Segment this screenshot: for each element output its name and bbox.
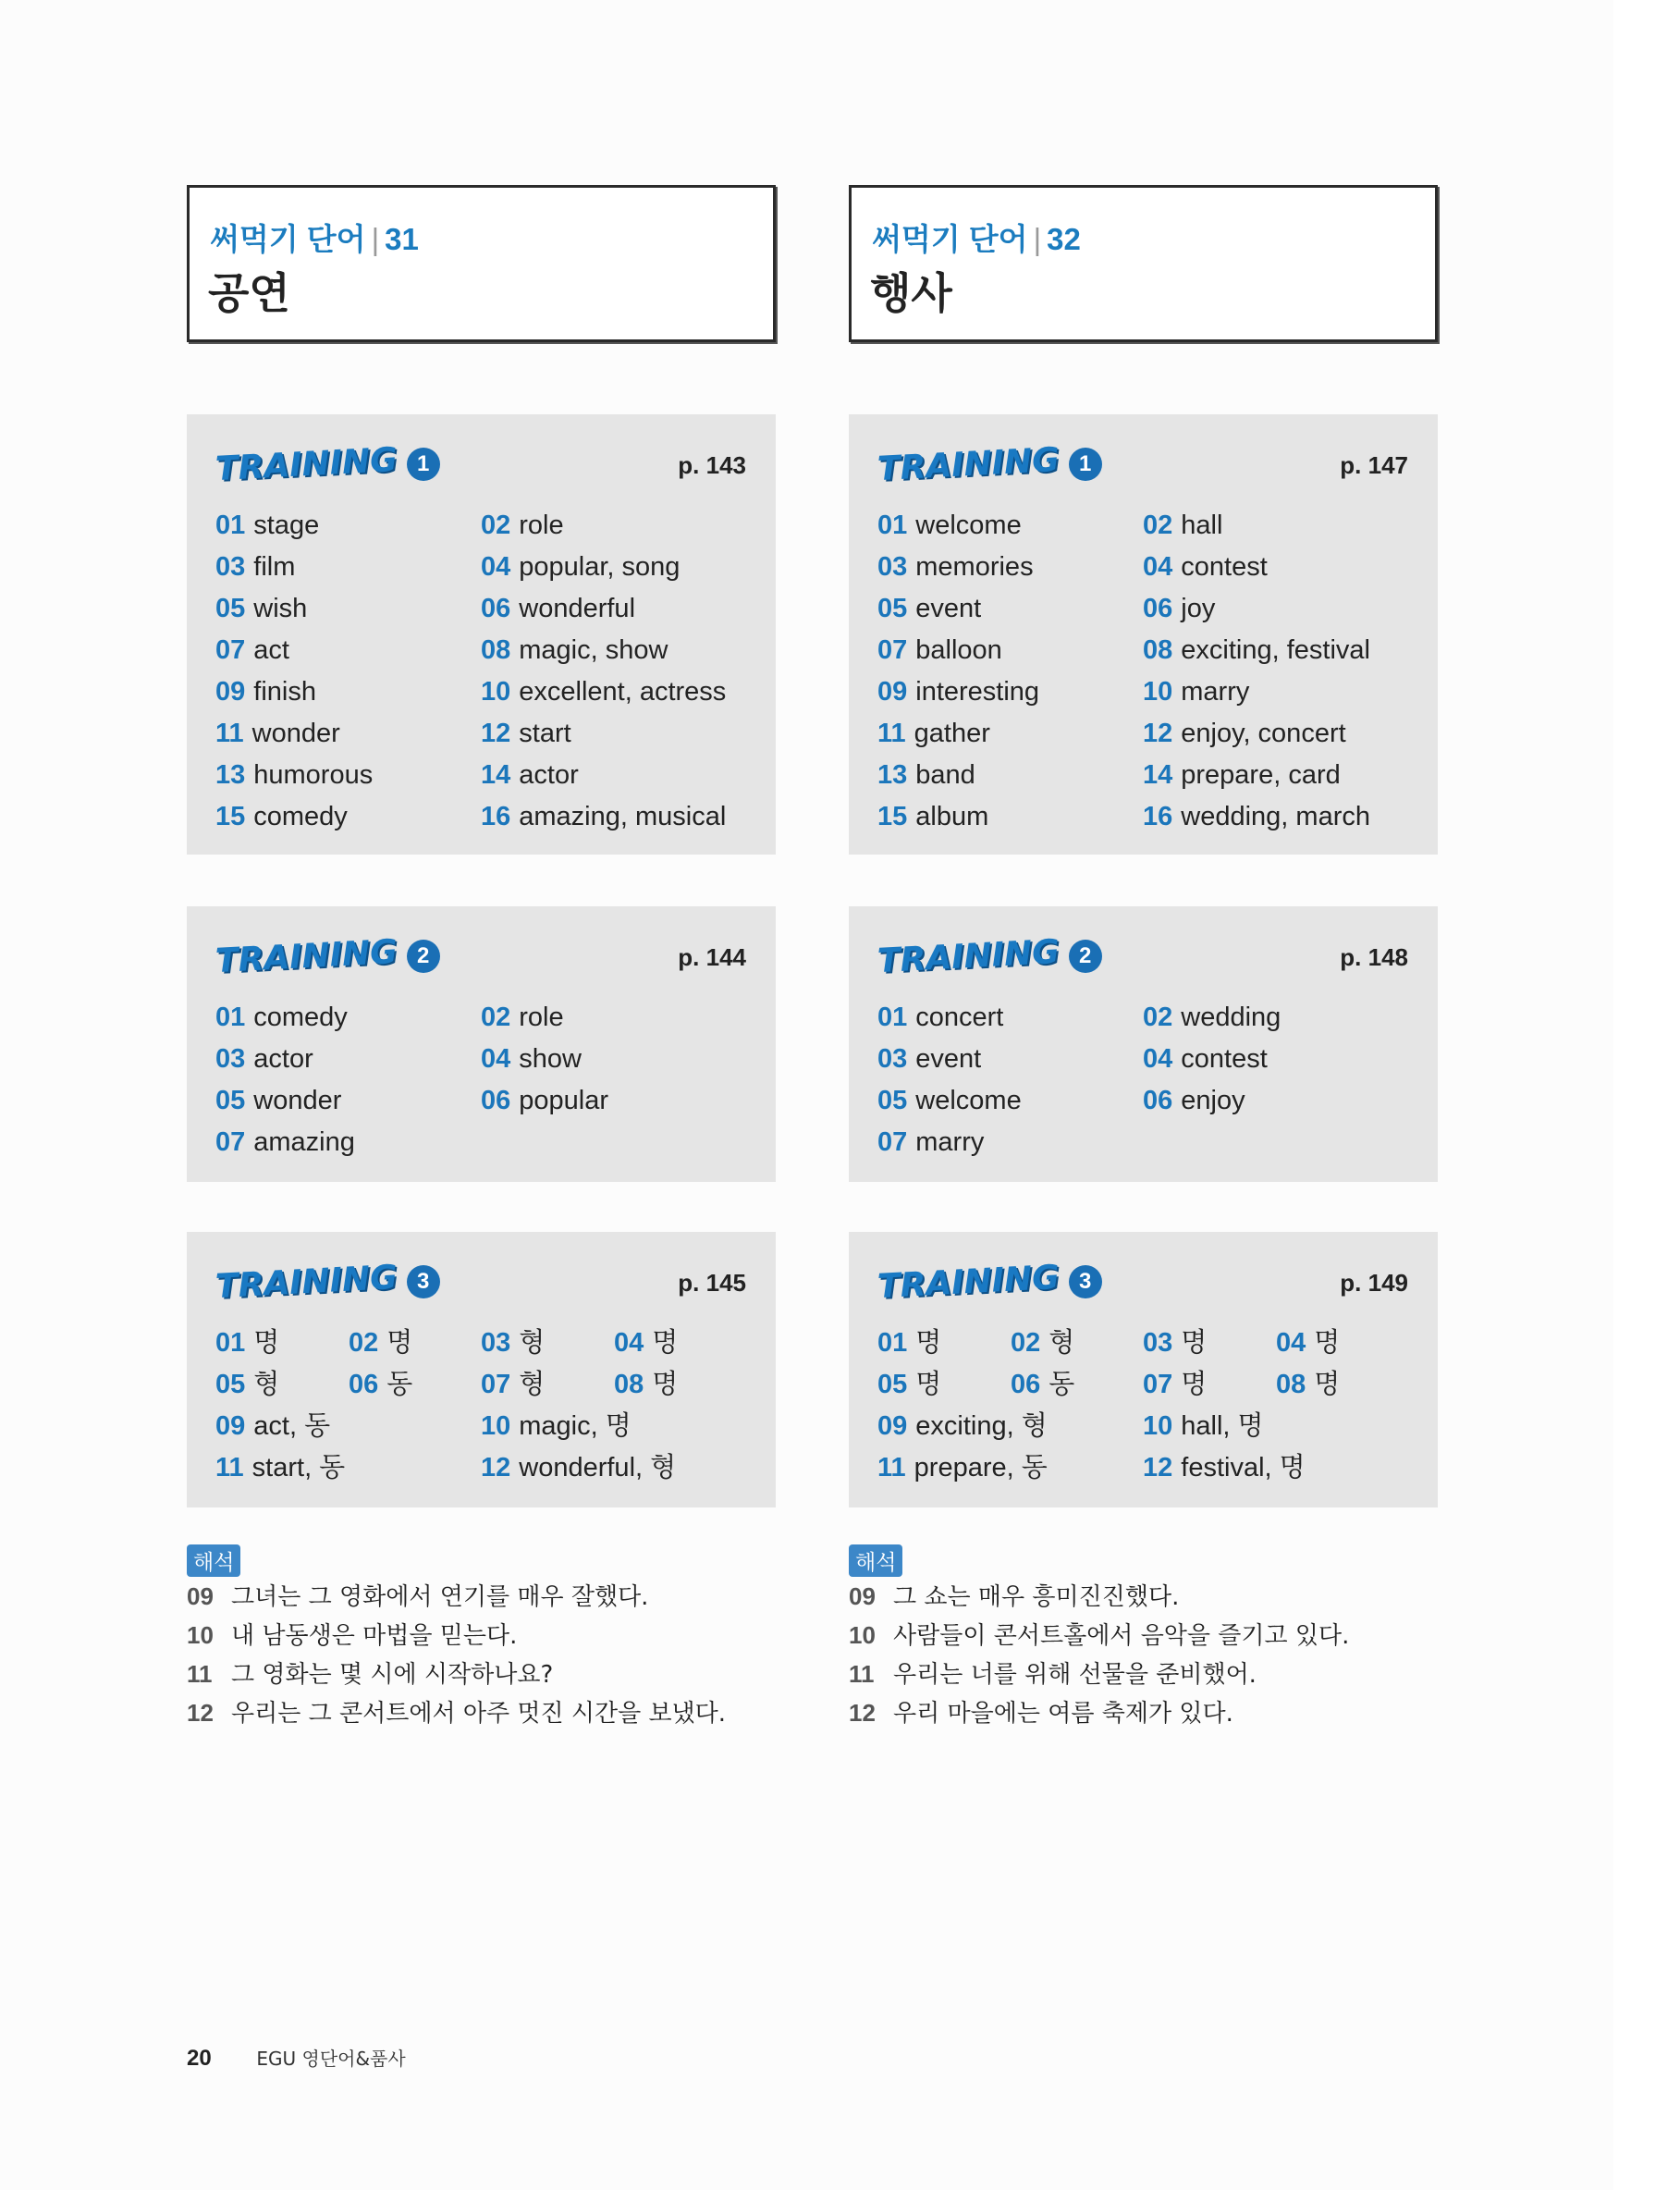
section-number: 31: [385, 222, 419, 256]
answer-item: [877, 713, 1143, 755]
answer-text: marry: [1181, 677, 1250, 707]
answer-item: [877, 796, 1143, 838]
page-number: 20: [187, 2046, 212, 2071]
translation-text: 사람들이 콘서트홀에서 음악을 즐기고 있다.: [893, 1622, 1350, 1650]
translation-line: [187, 1616, 726, 1655]
training-label: TRAINING: [877, 1258, 1061, 1306]
answer-item: [1276, 1364, 1419, 1406]
answer-item: [215, 630, 481, 671]
answer-number: 08: [614, 1370, 644, 1399]
answer-number: 05: [877, 1086, 908, 1115]
answer-text: prepare, card: [1181, 760, 1341, 790]
answer-number: 05: [215, 1370, 246, 1399]
answer-number: 14: [1143, 760, 1173, 790]
training-3-box: [187, 1232, 776, 1507]
translation-line: [849, 1616, 1349, 1655]
training-logo: [877, 932, 1102, 980]
translation-badge: 해석: [187, 1544, 240, 1577]
answer-number: 04: [1143, 1044, 1173, 1074]
answer-item: [215, 1323, 349, 1364]
answer-number: 03: [481, 1328, 511, 1358]
answer-number: 08: [481, 635, 511, 665]
answer-number: 04: [1143, 552, 1173, 582]
answer-item: [877, 1447, 1143, 1489]
answer-number: 02: [1011, 1328, 1041, 1358]
answer-text: popular: [519, 1086, 609, 1115]
answer-text: stage: [253, 511, 320, 540]
answer-item: [1143, 547, 1419, 588]
answer-text: wish: [253, 594, 308, 623]
answer-text: wedding, march: [1181, 802, 1370, 831]
answer-item: [877, 755, 1143, 796]
answer-text: enjoy: [1181, 1086, 1245, 1115]
answer-text: 동: [386, 1370, 413, 1399]
page-reference: p. 143: [678, 451, 746, 479]
answer-item: [481, 713, 757, 755]
translation-number: 11: [187, 1660, 213, 1688]
answer-text: 형: [519, 1328, 546, 1358]
answer-item: [1143, 1323, 1276, 1364]
answer-number: 09: [877, 1411, 908, 1441]
answer-text: contest: [1181, 552, 1268, 582]
answer-item: [877, 547, 1143, 588]
answer-number: 06: [1143, 1086, 1173, 1115]
answer-number: 05: [215, 594, 246, 623]
answer-number: 01: [877, 1328, 908, 1358]
answer-text: 명: [1181, 1370, 1208, 1399]
translation-number: 12: [849, 1699, 876, 1727]
training-number-badge: 3: [1069, 1265, 1102, 1298]
answer-item: [1143, 796, 1419, 838]
answer-number: 11: [877, 719, 906, 748]
answer-text: comedy: [253, 1003, 348, 1032]
section-header-box: [849, 185, 1438, 342]
answer-number: 03: [215, 552, 246, 582]
answer-text: welcome: [915, 511, 1022, 540]
answer-item: [481, 630, 757, 671]
answer-item: [877, 1122, 1143, 1163]
answer-number: 15: [215, 802, 246, 831]
answer-item: [614, 1323, 757, 1364]
left-column: [187, 185, 776, 1728]
answer-text: 동: [1048, 1370, 1075, 1399]
answer-text: 명: [1181, 1328, 1208, 1358]
answer-number: 08: [1143, 635, 1173, 665]
answer-item: [1143, 755, 1419, 796]
translation-number: 09: [849, 1582, 876, 1610]
training-label: TRAINING: [215, 1258, 399, 1306]
answer-text: festival, 명: [1181, 1453, 1306, 1483]
training-2-box: [187, 906, 776, 1182]
page-reference: p. 147: [1340, 451, 1408, 479]
training-logo: [215, 932, 440, 980]
answer-number: 06: [1011, 1370, 1041, 1399]
answer-text: 명: [915, 1328, 942, 1358]
answer-text: exciting, 형: [915, 1411, 1048, 1441]
training-3-box: [849, 1232, 1438, 1507]
translation-line: [849, 1655, 1349, 1693]
answer-text: hall: [1181, 511, 1223, 540]
answer-number: 02: [1143, 511, 1173, 540]
answer-grid: [215, 1323, 757, 1489]
answer-item: [877, 1406, 1143, 1447]
answer-item: [877, 1323, 1011, 1364]
book-title: EGU 영단어&품사: [256, 2048, 406, 2070]
answer-item: [215, 997, 481, 1039]
answer-number: 07: [215, 1127, 246, 1157]
answer-item: [481, 755, 757, 796]
translation-line: [187, 1693, 726, 1732]
translation-list: [849, 1577, 1349, 1732]
training-2-box: [849, 906, 1438, 1182]
answer-number: 07: [877, 635, 908, 665]
answer-text: 명: [915, 1370, 942, 1399]
answer-item: [215, 1080, 481, 1122]
translation-number: 12: [187, 1699, 214, 1727]
translation-text: 우리 마을에는 여름 축제가 있다.: [893, 1700, 1233, 1728]
answer-number: 01: [215, 511, 246, 540]
answer-text: actor: [519, 760, 579, 790]
answer-item: [1143, 1364, 1276, 1406]
answer-item: [614, 1364, 757, 1406]
translation-line: [187, 1577, 726, 1616]
training-number-badge: 3: [407, 1265, 440, 1298]
answer-text: band: [915, 760, 975, 790]
answer-number: 13: [215, 760, 246, 790]
answer-number: 04: [1276, 1328, 1306, 1358]
answer-number: 16: [481, 802, 511, 831]
answer-item: [1143, 505, 1419, 547]
answer-text: film: [253, 552, 296, 582]
answer-text: 명: [1314, 1370, 1341, 1399]
answer-text: popular, song: [519, 552, 681, 582]
divider: |: [371, 222, 380, 256]
answer-item: [1143, 1080, 1419, 1122]
answer-item: [215, 1122, 481, 1163]
translation-text: 그 영화는 몇 시에 시작하나요?: [231, 1661, 554, 1689]
answer-grid: [877, 1323, 1419, 1489]
answer-item: [1011, 1364, 1143, 1406]
answer-number: 13: [877, 760, 908, 790]
right-column: [849, 185, 1438, 1728]
answer-item: [481, 1323, 614, 1364]
answer-text: role: [519, 511, 564, 540]
answer-number: 16: [1143, 802, 1173, 831]
answer-item: [1143, 1406, 1419, 1447]
answer-number: 04: [481, 552, 511, 582]
answer-item: [481, 997, 757, 1039]
answer-item: [1143, 713, 1419, 755]
answer-text: memories: [915, 552, 1034, 582]
section-title: 공연: [208, 268, 290, 318]
answer-item: [877, 1364, 1011, 1406]
answer-item: [215, 671, 481, 713]
subtitle-text: 써먹기 단어: [872, 222, 1028, 256]
training-number-badge: 2: [407, 940, 440, 973]
answer-item: [1143, 1447, 1419, 1489]
answer-text: 형: [1048, 1328, 1075, 1358]
answer-number: 04: [614, 1328, 644, 1358]
training-1-box: [849, 414, 1438, 855]
section-subtitle: [210, 215, 419, 259]
answer-text: act: [253, 635, 289, 665]
translation-number: 11: [849, 1660, 875, 1688]
answer-number: 08: [1276, 1370, 1306, 1399]
answer-item: [215, 1406, 481, 1447]
answer-number: 11: [215, 1453, 244, 1483]
answer-item: [877, 1039, 1143, 1080]
answer-text: exciting, festival: [1181, 635, 1370, 665]
answer-text: 명: [386, 1328, 413, 1358]
answer-number: 01: [877, 511, 908, 540]
answer-number: 01: [877, 1003, 908, 1032]
translation-number: 10: [187, 1621, 214, 1649]
answer-text: event: [915, 1044, 982, 1074]
answer-number: 06: [481, 594, 511, 623]
answer-number: 06: [481, 1086, 511, 1115]
answer-text: actor: [253, 1044, 313, 1074]
training-number-badge: 1: [407, 448, 440, 481]
answer-text: welcome: [915, 1086, 1022, 1115]
answer-number: 03: [1143, 1328, 1173, 1358]
answer-number: 10: [481, 677, 511, 707]
answer-item: [481, 547, 757, 588]
page-footer: [187, 2044, 406, 2072]
answer-grid: [877, 997, 1419, 1163]
answer-number: 04: [481, 1044, 511, 1074]
answer-item: [877, 588, 1143, 630]
answer-number: 12: [1143, 1453, 1173, 1483]
answer-text: 명: [652, 1370, 679, 1399]
answer-item: [215, 1447, 481, 1489]
page-reference: p. 148: [1340, 943, 1408, 971]
section-header-box: [187, 185, 776, 342]
answer-item: [215, 1039, 481, 1080]
answer-number: 11: [215, 719, 244, 748]
answer-text: act, 동: [253, 1411, 331, 1441]
answer-text: finish: [253, 677, 316, 707]
answer-item: [481, 1080, 757, 1122]
translation-text: 내 남동생은 마법을 믿는다.: [231, 1622, 518, 1650]
answer-number: 07: [877, 1127, 908, 1157]
training-number-badge: 1: [1069, 448, 1102, 481]
answer-number: 03: [877, 1044, 908, 1074]
answer-number: 02: [1143, 1003, 1173, 1032]
translation-text: 우리는 그 콘서트에서 아주 멋진 시간을 보냈다.: [231, 1700, 727, 1728]
answer-item: [877, 671, 1143, 713]
answer-item: [877, 997, 1143, 1039]
answer-number: 14: [481, 760, 511, 790]
answer-text: 명: [652, 1328, 679, 1358]
answer-text: wonderful, 형: [519, 1453, 677, 1483]
answer-number: 10: [1143, 677, 1173, 707]
answer-item: [481, 505, 757, 547]
answer-text: wonderful: [519, 594, 636, 623]
training-logo: [877, 1258, 1102, 1306]
translation-line: [187, 1655, 726, 1693]
answer-number: 12: [481, 1453, 511, 1483]
answer-number: 02: [481, 1003, 511, 1032]
answer-number: 05: [877, 594, 908, 623]
training-number-badge: 2: [1069, 940, 1102, 973]
answer-text: 형: [253, 1370, 280, 1399]
answer-text: prepare, 동: [914, 1453, 1048, 1483]
answer-number: 12: [1143, 719, 1173, 748]
answer-number: 07: [215, 635, 246, 665]
answer-text: comedy: [253, 802, 348, 831]
training-label: TRAINING: [215, 932, 399, 980]
answer-text: event: [915, 594, 982, 623]
answer-text: balloon: [915, 635, 1002, 665]
answer-number: 03: [877, 552, 908, 582]
answer-number: 09: [215, 1411, 246, 1441]
answer-item: [215, 588, 481, 630]
answer-number: 12: [481, 719, 511, 748]
answer-item: [481, 588, 757, 630]
translation-number: 10: [849, 1621, 876, 1649]
answer-number: 07: [1143, 1370, 1173, 1399]
answer-item: [1276, 1323, 1419, 1364]
answer-number: 01: [215, 1328, 246, 1358]
answer-item: [481, 671, 757, 713]
translation-line: [849, 1577, 1349, 1616]
answer-item: [877, 630, 1143, 671]
answer-number: 02: [481, 511, 511, 540]
answer-grid: [215, 997, 757, 1163]
page-reference: p. 149: [1340, 1269, 1408, 1297]
answer-text: amazing: [253, 1127, 355, 1157]
training-logo: [215, 440, 440, 488]
answer-item: [481, 1406, 757, 1447]
answer-item: [1143, 1039, 1419, 1080]
answer-grid: [877, 505, 1419, 838]
answer-text: contest: [1181, 1044, 1268, 1074]
subtitle-text: 써먹기 단어: [210, 222, 366, 256]
training-logo: [215, 1258, 440, 1306]
answer-number: 07: [481, 1370, 511, 1399]
answer-item: [1143, 997, 1419, 1039]
answer-item: [1011, 1323, 1143, 1364]
answer-text: 명: [1314, 1328, 1341, 1358]
answer-number: 05: [877, 1370, 908, 1399]
answer-number: 06: [349, 1370, 379, 1399]
answer-number: 02: [349, 1328, 379, 1358]
answer-grid: [215, 505, 757, 838]
section-title: 행사: [870, 268, 952, 318]
answer-item: [215, 1364, 349, 1406]
translation-text: 그녀는 그 영화에서 연기를 매우 잘했다.: [231, 1583, 649, 1611]
answer-text: magic, 명: [519, 1411, 632, 1441]
answer-text: enjoy, concert: [1181, 719, 1346, 748]
section-number: 32: [1047, 222, 1081, 256]
page-reference: p. 145: [678, 1269, 746, 1297]
answer-item: [1143, 630, 1419, 671]
answer-item: [481, 1039, 757, 1080]
answer-number: 15: [877, 802, 908, 831]
answer-number: 09: [877, 677, 908, 707]
answer-text: 명: [253, 1328, 280, 1358]
answer-text: show: [519, 1044, 582, 1074]
answer-text: 형: [519, 1370, 546, 1399]
translation-text: 우리는 너를 위해 선물을 준비했어.: [893, 1661, 1257, 1689]
answer-item: [215, 796, 481, 838]
answer-text: gather: [914, 719, 990, 748]
answer-text: joy: [1181, 594, 1216, 623]
answer-item: [481, 1447, 757, 1489]
training-1-box: [187, 414, 776, 855]
answer-text: start, 동: [251, 1453, 346, 1483]
answer-text: concert: [915, 1003, 1004, 1032]
answer-text: start: [519, 719, 571, 748]
answer-text: wonder: [251, 719, 340, 748]
answer-text: humorous: [253, 760, 374, 790]
answer-item: [349, 1364, 481, 1406]
answer-text: hall, 명: [1181, 1411, 1264, 1441]
translation-line: [849, 1693, 1349, 1732]
answer-item: [215, 505, 481, 547]
translation-number: 09: [187, 1582, 214, 1610]
answer-text: wonder: [253, 1086, 342, 1115]
answer-number: 11: [877, 1453, 906, 1483]
answer-number: 06: [1143, 594, 1173, 623]
section-subtitle: [872, 215, 1081, 259]
answer-text: marry: [915, 1127, 985, 1157]
answer-number: 10: [481, 1411, 511, 1441]
answer-text: interesting: [915, 677, 1040, 707]
training-label: TRAINING: [877, 932, 1061, 980]
answer-item: [349, 1323, 481, 1364]
answer-text: album: [915, 802, 989, 831]
training-logo: [877, 440, 1102, 488]
answer-item: [215, 547, 481, 588]
divider: |: [1033, 222, 1042, 256]
translation-list: [187, 1577, 726, 1732]
answer-number: 03: [215, 1044, 246, 1074]
answer-number: 01: [215, 1003, 246, 1032]
answer-item: [215, 713, 481, 755]
page-reference: p. 144: [678, 943, 746, 971]
answer-text: wedding: [1181, 1003, 1281, 1032]
answer-item: [215, 755, 481, 796]
translation-text: 그 쇼는 매우 흥미진진했다.: [893, 1583, 1180, 1611]
answer-text: role: [519, 1003, 564, 1032]
training-label: TRAINING: [215, 440, 399, 488]
answer-item: [877, 505, 1143, 547]
answer-item: [481, 1364, 614, 1406]
answer-number: 05: [215, 1086, 246, 1115]
answer-text: excellent, actress: [519, 677, 727, 707]
answer-item: [1143, 588, 1419, 630]
answer-text: magic, show: [519, 635, 668, 665]
answer-text: amazing, musical: [519, 802, 727, 831]
answer-number: 09: [215, 677, 246, 707]
training-label: TRAINING: [877, 440, 1061, 488]
answer-item: [1143, 671, 1419, 713]
answer-item: [481, 796, 757, 838]
answer-number: 10: [1143, 1411, 1173, 1441]
translation-badge: 해석: [849, 1544, 902, 1577]
answer-item: [877, 1080, 1143, 1122]
